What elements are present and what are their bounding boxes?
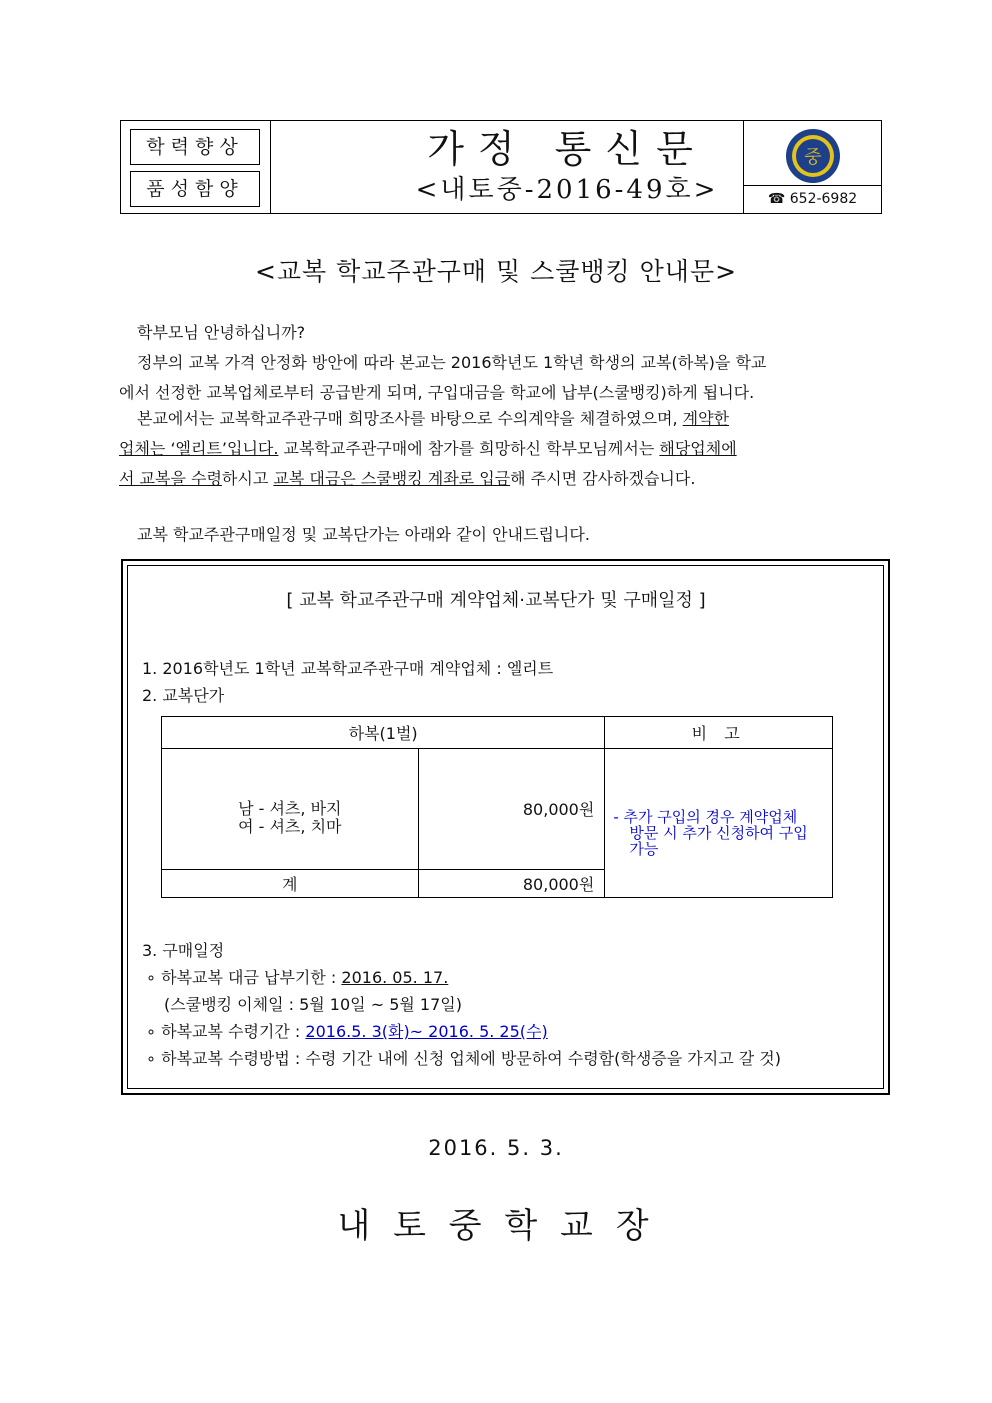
receive-underline: 서 교복을 수령 — [119, 469, 222, 488]
payment-deadline-date: 2016. 05. 17. — [341, 968, 449, 987]
item-schedule-heading: 3. 구매일정 — [142, 941, 225, 960]
schedule-payment-deadline: ∘ 하복교복 대금 납부기한 : 2016. 05. 17. — [146, 968, 449, 987]
emblem-panel — [743, 121, 881, 213]
item-price-heading: 2. 교복단가 — [142, 686, 225, 705]
school-emblem-icon — [781, 127, 845, 185]
bullet: ∘ — [146, 1049, 157, 1068]
uniform-items-cell — [162, 749, 419, 870]
phone-contact — [744, 185, 881, 213]
paragraph-2-line-2: 업체는 ‘엘리트’입니다. 교복학교주관구매에 참가를 희망하신 학부모님께서는 해당업체에 — [119, 439, 737, 458]
newsletter-header — [120, 120, 882, 214]
greeting: 학부모님 안녕하십니까? — [137, 323, 306, 342]
total-price: 80,000원 — [418, 870, 605, 898]
paragraph-3: 교복 학교주관구매일정 및 교복단가는 아래와 같이 안내드립니다. — [137, 525, 590, 544]
box-heading: [ 교복 학교주관구매 계약업체·교복단가 및 구매일정 ] — [286, 590, 706, 611]
header-note: 비 고 — [605, 717, 833, 749]
payment-underline: 교복 대금은 스쿨뱅킹 계좌로 입금 — [273, 469, 511, 488]
paragraph-2-line-1: 본교에서는 교복학교주관구매 희망조사를 바탕으로 수의계약을 체결하였으며, 계약한 — [137, 409, 730, 428]
paragraph-1-line-1: 정부의 교복 가격 안정화 방안에 따라 본교는 2016학년도 1학년 학생의 교복(하복)을 학교 — [137, 353, 767, 372]
table-row — [162, 717, 833, 749]
principal-signature: 내 토 중 학 교 장 — [337, 1206, 655, 1246]
male-items: 남 - 셔츠, 바지 — [238, 799, 342, 818]
schedule-transfer-dates: (스쿨뱅킹 이체일 : 5월 10일 ~ 5월 17일) — [164, 995, 462, 1014]
vendor-pickup-underline: 해당업체에 — [659, 439, 737, 458]
bullet: ∘ — [146, 968, 157, 987]
total-label: 계 — [162, 870, 419, 898]
header-summer-uniform: 하복(1벌) — [162, 717, 605, 749]
paragraph-2-line-3: 서 교복을 수령하시고 교복 대금은 스쿨뱅킹 계좌로 입금해 주시면 감사하겠습니다. — [119, 469, 696, 488]
bullet: ∘ — [146, 1022, 157, 1041]
paragraph-1-line-2: 에서 선정한 교복업체로부터 공급받게 되며, 구입대금을 학교에 납부(스쿨뱅킹)하게 됩니다. — [119, 383, 755, 402]
price-table — [161, 716, 833, 898]
table-row — [162, 749, 833, 870]
newsletter-title: 가정 통신문 — [427, 127, 707, 171]
female-items: 여 - 셔츠, 치마 — [238, 817, 342, 836]
document-title: <교복 학교주관구매 및 스쿨뱅킹 안내문> — [254, 257, 738, 286]
issue-date: 2016. 5. 3. — [428, 1136, 564, 1160]
note-cell — [605, 749, 833, 898]
phone-icon: ☎ — [767, 191, 786, 207]
vendor-underline: 업체는 ‘엘리트’입니다. — [119, 439, 279, 458]
unit-price: 80,000원 — [418, 749, 605, 870]
item-vendor: 1. 2016학년도 1학년 교복학교주관구매 계약업체 : 엘리트 — [142, 659, 554, 678]
phone-number: 652-6982 — [789, 191, 858, 207]
schedule-pickup-period: ∘ 하복교복 수령기간 : 2016.5. 3(화)~ 2016. 5. 25(수) — [146, 1022, 548, 1041]
note-line-2: 방문 시 추가 신청하여 구입 — [629, 824, 808, 842]
pickup-period-dates: 2016.5. 3(화)~ 2016. 5. 25(수) — [305, 1022, 548, 1041]
motto-panel — [121, 121, 271, 213]
motto-character: 품성함양 — [130, 171, 260, 207]
motto-academic: 학력향상 — [130, 129, 260, 165]
schedule-pickup-method: ∘ 하복교복 수령방법 : 수령 기간 내에 신청 업체에 방문하여 수령함(학생증을 가지고 갈 것) — [146, 1049, 781, 1068]
issue-number: <내토중-2016-49호> — [415, 175, 719, 205]
note-line-1: - 추가 구입의 경우 계약업체 — [613, 808, 798, 826]
emblem-glyph: 중 — [804, 147, 822, 168]
note-line-3: 가능 — [629, 840, 659, 858]
contract-underline: 계약한 — [682, 409, 730, 428]
